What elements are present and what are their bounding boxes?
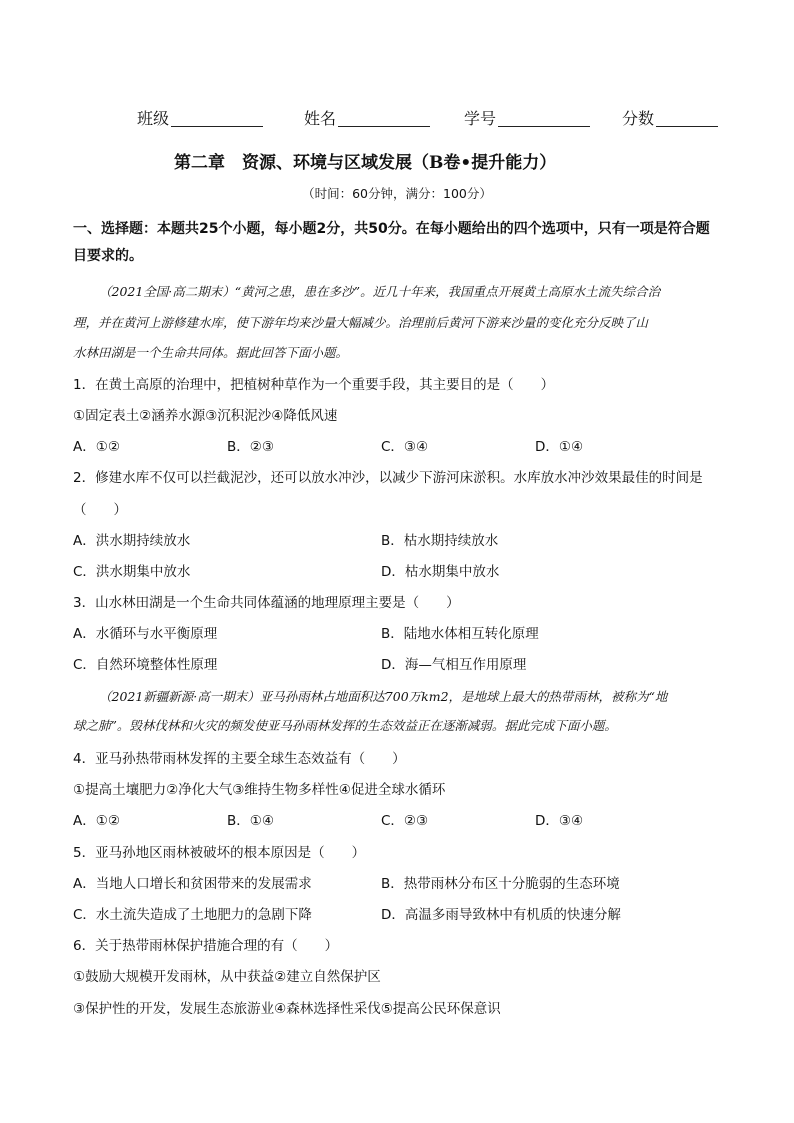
- q5-option-a[interactable]: A．当地人口增长和贫困带来的发展需求: [73, 876, 312, 892]
- q6-items-line2: ③保护性的开发，发展生态旅游业④森林选择性采伐⑤提高公民环保意识: [73, 1001, 501, 1017]
- material1-line1: （2021全国·高二期末）“黄河之患，患在多沙”。近几十年来，我国重点开展黄土高原水土流失综合治: [99, 284, 661, 299]
- q2-stem-line2: （ ）: [73, 502, 127, 518]
- q4-option-b[interactable]: B．①④: [227, 813, 274, 829]
- score-field[interactable]: [622, 106, 718, 129]
- q4-items: ①提高土壤肥力②净化大气③维持生物多样性④促进全球水循环: [73, 782, 446, 798]
- q3-option-b[interactable]: B．陆地水体相互转化原理: [381, 626, 539, 642]
- q4-stem: 4．亚马孙热带雨林发挥的主要全球生态效益有（ ）: [73, 751, 406, 767]
- q3-option-c[interactable]: C．自然环境整体性原理: [73, 657, 218, 673]
- q4-option-c[interactable]: C．②③: [381, 813, 429, 829]
- q1-option-d[interactable]: D．①④: [535, 439, 584, 455]
- page-title: 第二章 资源、环境与区域发展（B卷•提升能力）: [174, 153, 557, 173]
- score-blank[interactable]: [656, 110, 718, 127]
- q2-option-a[interactable]: A．洪水期持续放水: [73, 533, 191, 549]
- student-id-label: 学号: [464, 109, 497, 128]
- name-blank[interactable]: [338, 110, 430, 127]
- name-field[interactable]: [304, 106, 430, 129]
- section-instructions-line1: 一、选择题：本题共25个小题，每小题2分，共50分。在每小题给出的四个选项中，只有一项是符合题: [73, 221, 710, 237]
- section-instructions-line2: 目要求的。: [73, 248, 143, 264]
- student-id-blank[interactable]: [498, 110, 590, 127]
- q3-option-d[interactable]: D．海—气相互作用原理: [381, 657, 527, 673]
- class-blank[interactable]: [171, 110, 263, 127]
- score-label: 分数: [622, 109, 655, 128]
- q2-option-c[interactable]: C．洪水期集中放水: [73, 564, 191, 580]
- name-label: 姓名: [304, 109, 337, 128]
- q1-option-a[interactable]: A．①②: [73, 439, 120, 455]
- q5-stem: 5．亚马孙地区雨林被破坏的根本原因是（ ）: [73, 845, 366, 861]
- material2-line1: （2021新疆新源·高一期末）亚马孙雨林占地面积达700万km2，是地球上最大的热带雨林，被称为“地: [99, 689, 668, 704]
- q2-option-b[interactable]: B．枯水期持续放水: [381, 533, 499, 549]
- q3-stem: 3．山水林田湖是一个生命共同体蕴涵的地理原理主要是（ ）: [73, 595, 460, 611]
- q5-option-b[interactable]: B．热带雨林分布区十分脆弱的生态环境: [381, 876, 620, 892]
- exam-info: （时间：60分钟，满分：100分）: [302, 186, 492, 201]
- q1-stem: 1．在黄土高原的治理中，把植树种草作为一个重要手段，其主要目的是（ ）: [73, 377, 555, 393]
- q1-option-b[interactable]: B．②③: [227, 439, 274, 455]
- q1-option-c[interactable]: C．③④: [381, 439, 429, 455]
- q2-option-d[interactable]: D．枯水期集中放水: [381, 564, 500, 580]
- q6-items-line1: ①鼓励大规模开发雨林，从中获益②建立自然保护区: [73, 969, 381, 985]
- q4-option-a[interactable]: A．①②: [73, 813, 120, 829]
- q5-option-c[interactable]: C．水土流失造成了土地肥力的急剧下降: [73, 907, 312, 923]
- q1-items: ①固定表土②涵养水源③沉积泥沙④降低风速: [73, 408, 338, 424]
- q3-option-a[interactable]: A．水循环与水平衡原理: [73, 626, 218, 642]
- q2-stem-line1: 2．修建水库不仅可以拦截泥沙，还可以放水冲沙，以减少下游河床淤积。水库放水冲沙效果最佳的时间是: [73, 470, 703, 486]
- material1-line3: 水林田湖是一个生命共同体。据此回答下面小题。: [73, 345, 349, 360]
- material1-line2: 理，并在黄河上游修建水库，使下游年均来沙量大幅减少。治理前后黄河下游来沙量的变化充分反映了山: [73, 315, 649, 330]
- q4-option-d[interactable]: D．③④: [535, 813, 584, 829]
- material2-line2: 球之肺”。毁林伐林和火灾的频发使亚马孙雨林发挥的生态效益正在逐渐减弱。据此完成下面小题。: [73, 718, 617, 733]
- class-field[interactable]: [137, 106, 263, 129]
- q5-option-d[interactable]: D．高温多雨导致林中有机质的快速分解: [381, 907, 621, 923]
- q6-stem: 6．关于热带雨林保护措施合理的有（ ）: [73, 938, 339, 954]
- class-label: 班级: [137, 109, 170, 128]
- student-id-field[interactable]: [464, 106, 590, 129]
